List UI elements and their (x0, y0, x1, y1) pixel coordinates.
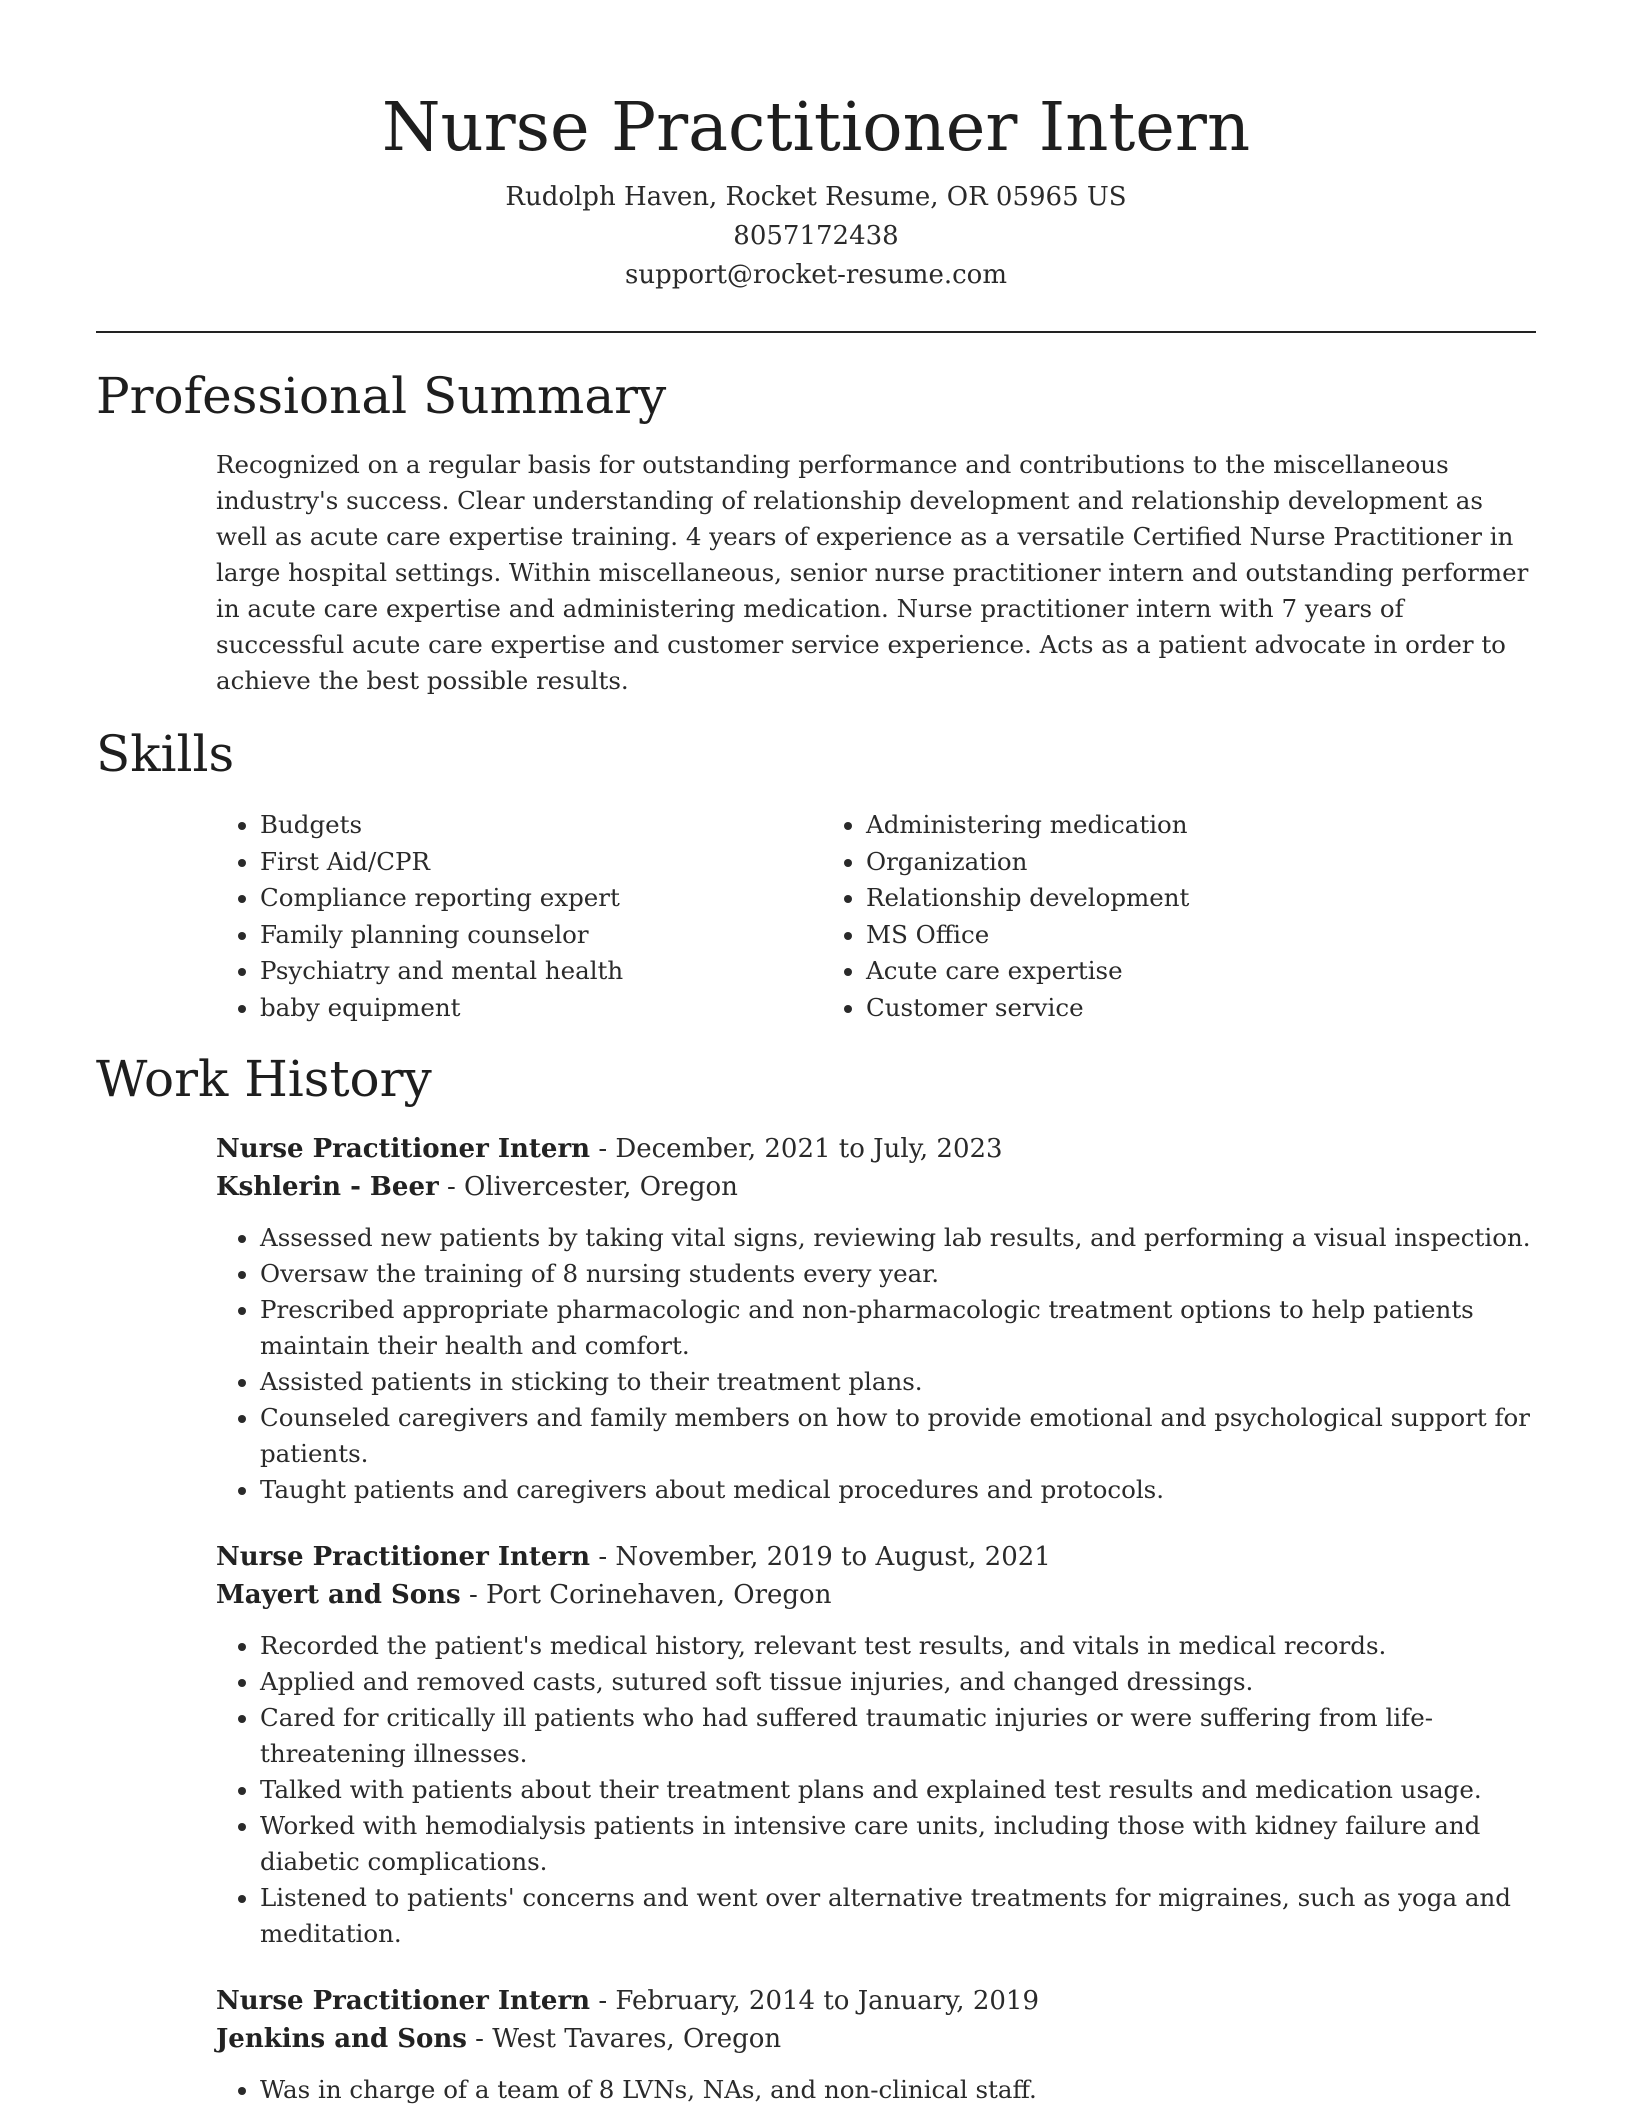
separator: - (590, 1542, 616, 1572)
job-company: Jenkins and Sons (216, 2024, 467, 2054)
skill-item: • Compliance reporting expert (260, 880, 822, 917)
job-duties (216, 1220, 1536, 1508)
job-entry (216, 1538, 1536, 1952)
job-title-line (216, 1130, 1536, 1168)
separator: - (590, 1986, 616, 2016)
job-company-line (216, 2020, 1536, 2058)
contact-email: support@rocket-resume.com (624, 260, 1007, 290)
duty-item: • Worked with hemodialysis patients in intensive care units, including those with kidney failure and diabetic complications. (260, 1808, 1536, 1880)
skills-column-right (822, 807, 1428, 1026)
contact-address: Rudolph Haven, Rocket Resume, OR 05965 US (505, 182, 1127, 212)
job-duties (216, 2072, 1536, 2108)
job-dates: November, 2019 to August, 2021 (615, 1542, 1051, 1572)
job-role: Nurse Practitioner Intern (216, 1542, 591, 1572)
skills-column-left (216, 807, 822, 1026)
duty-item: • Taught patients and caregivers about medical procedures and protocols. (260, 1472, 1536, 1508)
separator: - (438, 1172, 465, 1202)
job-company-line (216, 1576, 1536, 1614)
duty-item: • Counseled caregivers and family members on how to provide emotional and psychological support for patients. (260, 1400, 1536, 1472)
duty-item: • Oversaw the training of 8 nursing students every year. (260, 1256, 1536, 1292)
skill-item: • Acute care expertise (866, 953, 1428, 990)
duty-item: • Assisted patients in sticking to their treatment plans. (260, 1364, 1536, 1400)
resume-header (96, 0, 1536, 295)
contact-phone: 8057172438 (733, 221, 899, 251)
skill-item: • baby equipment (260, 990, 822, 1027)
separator: - (590, 1134, 616, 1164)
separator: - (466, 2024, 493, 2054)
job-title-line (216, 1538, 1536, 1576)
resume-page (96, 0, 1536, 2108)
job-dates: February, 2014 to January, 2019 (615, 1986, 1039, 2016)
job-entry (216, 1982, 1536, 2108)
skill-item: • Budgets (260, 807, 822, 844)
duty-item: • Prescribed appropriate pharmacologic and non-pharmacologic treatment options to help patients maintain their health and comfort. (260, 1292, 1536, 1364)
skill-item: • Psychiatry and mental health (260, 953, 822, 990)
job-location: Port Corinehaven, Oregon (486, 1580, 832, 1610)
duty-item: • Cared for critically ill patients who had suffered traumatic injuries or were suffering from life-threatening illnesses. (260, 1700, 1536, 1772)
job-duties (216, 1628, 1536, 1952)
duty-item: • Listened to patients' concerns and went over alternative treatments for migraines, such as yoga and meditation. (260, 1880, 1536, 1952)
job-role: Nurse Practitioner Intern (216, 1134, 591, 1164)
duty-item: • Recorded the patient's medical history, relevant test results, and vitals in medical records. (260, 1628, 1536, 1664)
job-title-line (216, 1982, 1536, 2020)
summary-heading: Professional Summary (96, 367, 667, 425)
skills-heading: Skills (96, 725, 235, 783)
job-entry (216, 1130, 1536, 1508)
candidate-name: Nurse Practitioner Intern (381, 88, 1251, 166)
summary-text: Recognized on a regular basis for outstanding performance and contributions to the miscellaneous industry's success. Clear understanding of relationship development and relationship development as well as acute care expertise training. 4 years of experience as a versatile Certified Nurse Practitioner in large hospital settings. Within miscellaneous, senior nurse practitioner intern and outstanding performer in acute care expertise and administering medication. Nurse practitioner intern with 7 years of successful acute care expertise and customer service experience. Acts as a patient advocate in order to achieve the best possible results. (216, 450, 1529, 695)
job-location: West Tavares, Oregon (492, 2024, 782, 2054)
job-company-line (216, 1168, 1536, 1206)
skill-item: • MS Office (866, 917, 1428, 954)
skill-item: • Customer service (866, 990, 1428, 1027)
header-divider (96, 331, 1536, 333)
duty-item: • Talked with patients about their treatment plans and explained test results and medication usage. (260, 1772, 1536, 1808)
job-company: Kshlerin - Beer (216, 1172, 439, 1202)
skill-item: • Organization (866, 844, 1428, 881)
duty-item: • Was in charge of a team of 8 LVNs, NAs, and non-clinical staff. (260, 2072, 1536, 2108)
job-location: Olivercester, Oregon (464, 1172, 738, 1202)
skill-item: • Relationship development (866, 880, 1428, 917)
skill-item: • First Aid/CPR (260, 844, 822, 881)
skill-item: • Family planning counselor (260, 917, 822, 954)
job-role: Nurse Practitioner Intern (216, 1986, 591, 2016)
skills-list (216, 807, 1536, 1026)
work-history-heading: Work History (96, 1050, 432, 1108)
duty-item: • Applied and removed casts, sutured soft tissue injuries, and changed dressings. (260, 1664, 1536, 1700)
job-company: Mayert and Sons (216, 1580, 461, 1610)
separator: - (460, 1580, 487, 1610)
job-dates: December, 2021 to July, 2023 (615, 1134, 1003, 1164)
skill-item: • Administering medication (866, 807, 1428, 844)
duty-item: • Assessed new patients by taking vital signs, reviewing lab results, and performing a visual inspection. (260, 1220, 1536, 1256)
